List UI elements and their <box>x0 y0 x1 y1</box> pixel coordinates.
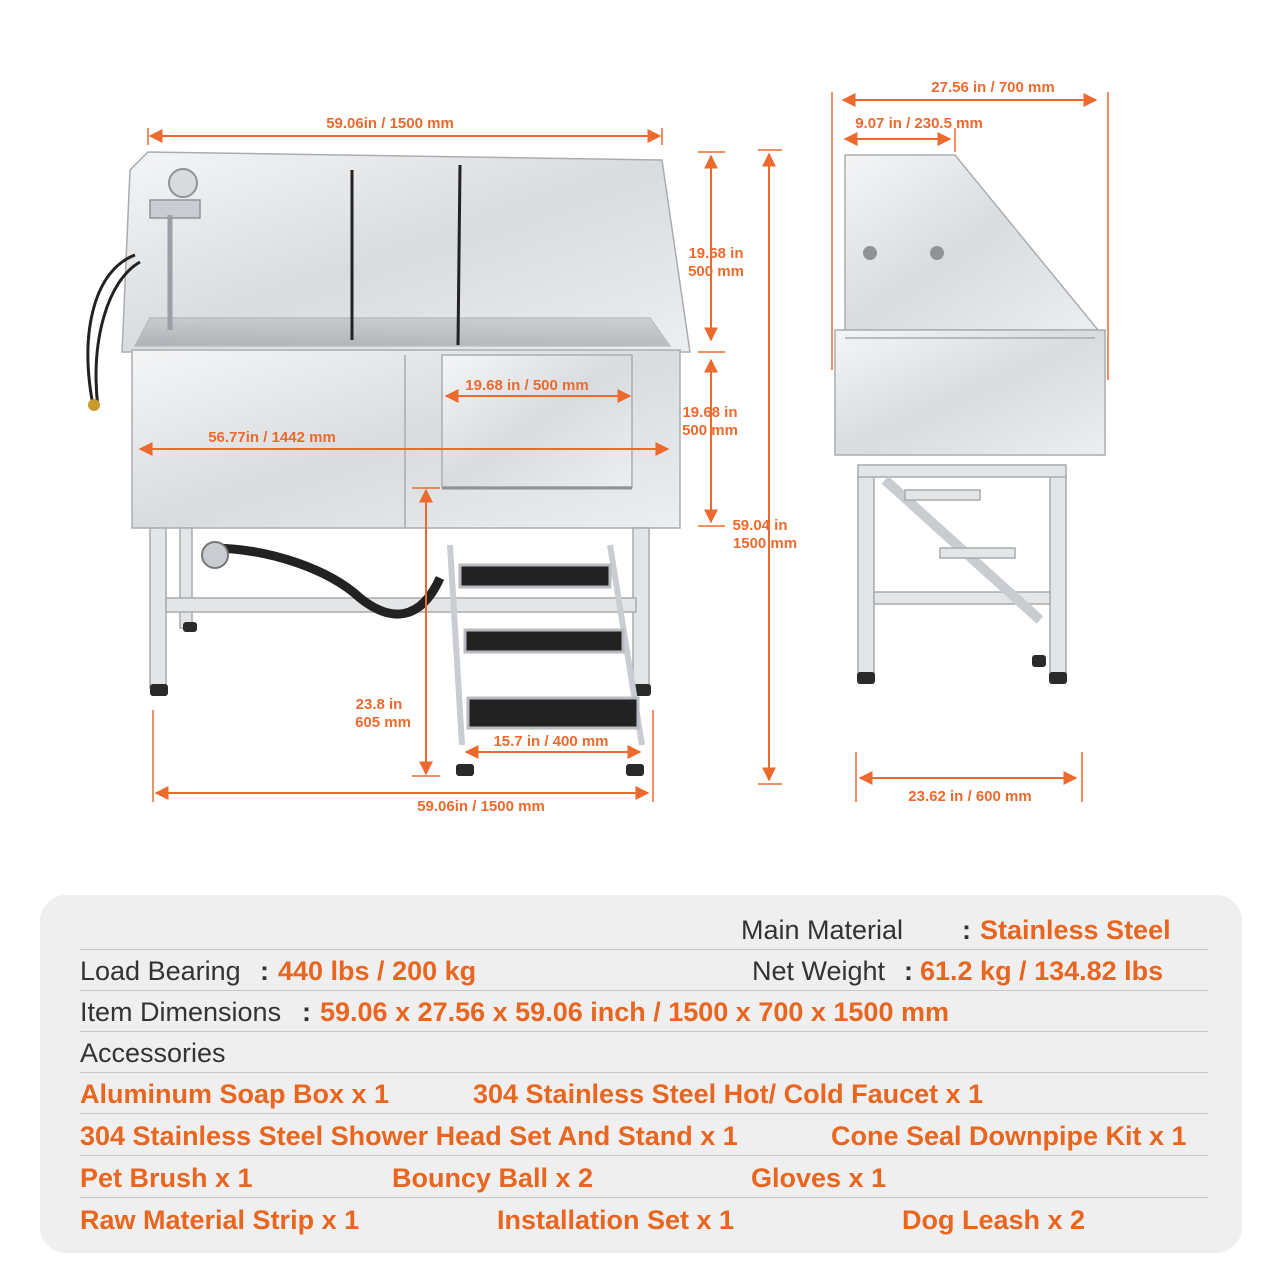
accessory-item: Cone Seal Downpipe Kit x 1 <box>831 1121 1187 1151</box>
tub-door <box>442 355 632 487</box>
item-dimensions-value: 59.06 x 27.56 x 59.06 inch / 1500 x 700 x 1500 mm <box>320 997 949 1027</box>
accessory-item: 304 Stainless Steel Shower Head Set And Stand x 1 <box>80 1121 738 1151</box>
accessory-item: Bouncy Ball x 2 <box>392 1163 594 1193</box>
dim-floor-to-tub-1: 23.8 in <box>355 696 403 713</box>
side-ramp-step <box>940 548 1015 558</box>
dim-door-width: 19.68 in / 500 mm <box>465 377 589 394</box>
dim-total-height-2: 1500 mm <box>732 535 798 552</box>
foot <box>150 684 168 696</box>
main-material-value: Stainless Steel <box>980 915 1171 945</box>
leg-front-mid <box>180 528 192 628</box>
net-weight-value: 61.2 kg / 134.82 lbs <box>920 956 1164 986</box>
accessory-item: 304 Stainless Steel Hot/ Cold Faucet x 1 <box>473 1079 984 1109</box>
foot <box>1032 655 1046 667</box>
spec-row-weights <box>80 950 1208 991</box>
front-view <box>88 152 690 776</box>
side-leg-left <box>858 475 874 675</box>
dim-total-height-1: 59.04 in <box>732 517 788 534</box>
dim-front-base-width: 59.06in / 1500 mm <box>417 798 545 815</box>
dim-floor-to-tub-2: 605 mm <box>355 714 411 731</box>
accessory-item: Aluminum Soap Box x 1 <box>80 1079 390 1109</box>
dim-side-base-depth: 23.62 in / 600 mm <box>908 788 1032 805</box>
side-view <box>835 155 1105 684</box>
dim-front-inner-width: 56.77in / 1442 mm <box>208 429 336 446</box>
foot <box>1049 672 1067 684</box>
side-tub-body <box>835 330 1105 455</box>
leg-front-left <box>150 528 166 688</box>
side-ramp-step <box>905 490 980 500</box>
accessories-label: Accessories <box>80 1038 226 1068</box>
load-bearing-colon: : <box>260 956 269 986</box>
accessory-item: Gloves x 1 <box>751 1163 887 1193</box>
main-material-colon: : <box>962 915 971 945</box>
spec-panel <box>40 895 1242 1253</box>
dim-side-top-depth: 9.07 in / 230.5 mm <box>855 115 983 132</box>
spec-row-accessories-4 <box>80 1199 1208 1240</box>
spec-row-dimensions <box>80 991 1208 1032</box>
spec-row-accessories-3 <box>80 1157 1208 1198</box>
side-rail-top <box>858 465 1066 477</box>
spec-row-accessories-2 <box>80 1115 1208 1156</box>
foot <box>183 622 197 632</box>
load-bearing-value: 440 lbs / 200 kg <box>278 956 477 986</box>
accessory-item: Dog Leash x 2 <box>902 1205 1086 1235</box>
accessory-item: Pet Brush x 1 <box>80 1163 253 1193</box>
spec-row-accessories-heading <box>80 1032 1208 1073</box>
item-dimensions-colon: : <box>302 997 311 1027</box>
foot <box>857 672 875 684</box>
dim-front-top-width: 59.06in / 1500 mm <box>326 115 454 132</box>
dim-backsplash-height-1: 19.68 in <box>688 245 744 262</box>
main-material-label: Main Material <box>741 915 904 945</box>
dim-backsplash-height-2: 500 mm <box>688 263 744 280</box>
spec-row-accessories-1 <box>80 1073 1208 1114</box>
dim-tub-height-1: 19.68 in <box>682 404 738 421</box>
net-weight-colon: : <box>904 956 913 986</box>
side-backsplash <box>845 155 1098 330</box>
spec-row-material <box>80 909 1208 950</box>
accessory-item: Installation Set x 1 <box>497 1205 735 1235</box>
load-bearing-label: Load Bearing <box>80 956 241 986</box>
dim-tub-height-2: 500 mm <box>682 422 738 439</box>
dim-side-total-depth: 27.56 in / 700 mm <box>931 79 1055 96</box>
net-weight-label: Net Weight <box>752 956 886 986</box>
item-dimensions-label: Item Dimensions <box>80 997 282 1027</box>
side-leg-right <box>1050 475 1066 675</box>
dim-ramp-width: 15.7 in / 400 mm <box>493 733 609 750</box>
accessory-item: Raw Material Strip x 1 <box>80 1205 360 1235</box>
basin-interior <box>135 318 670 346</box>
